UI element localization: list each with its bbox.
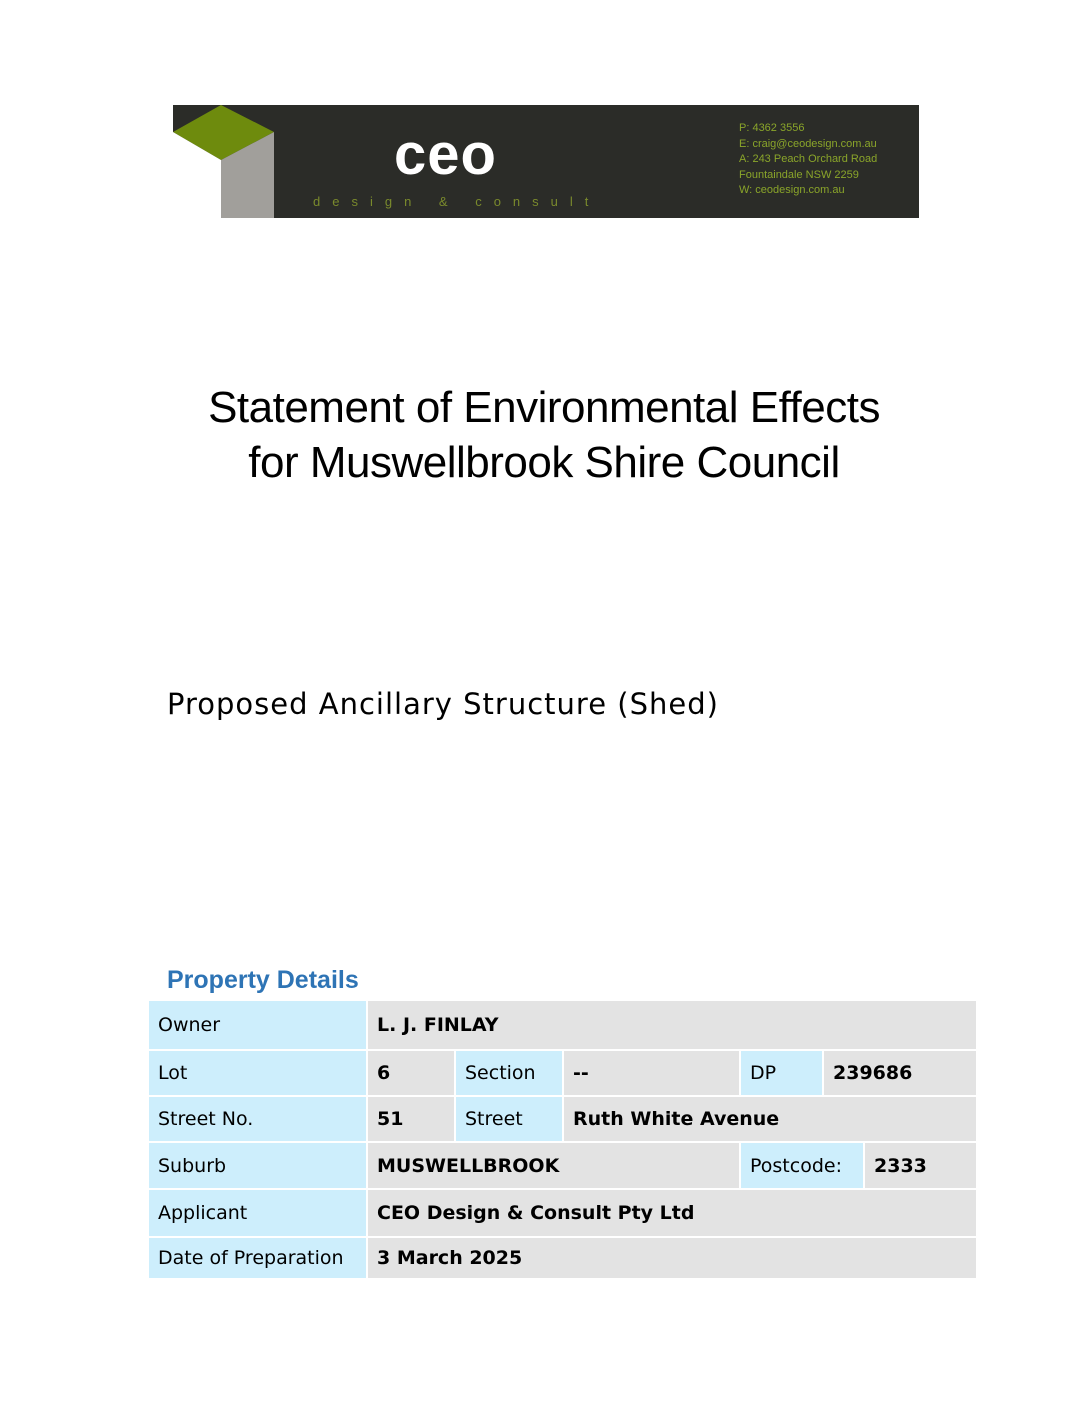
logo-tagline: design & consult: [313, 194, 601, 209]
property-details-heading: Property Details: [167, 966, 359, 994]
table-row-applicant: [149, 1190, 978, 1238]
logo-wordmark: ceo: [394, 122, 497, 187]
dp-label: DP: [741, 1051, 824, 1097]
contact-website: W: ceodesign.com.au: [739, 184, 845, 196]
table-row-lot: [149, 1051, 978, 1097]
contact-phone: P: 4362 3556: [739, 122, 805, 134]
contact-email: E: craig@ceodesign.com.au: [739, 137, 877, 150]
contact-block: [739, 121, 877, 199]
date-value: 3 March 2025: [368, 1238, 978, 1280]
property-details-table: [149, 1001, 978, 1280]
table-row-date: [149, 1238, 978, 1280]
owner-label: Owner: [149, 1001, 368, 1051]
lot-label: Lot: [149, 1051, 368, 1097]
street-value: Ruth White Avenue: [564, 1097, 978, 1143]
title-line-1: Statement of Environmental Effects: [208, 383, 880, 432]
applicant-value: CEO Design & Consult Pty Ltd: [368, 1190, 978, 1238]
date-label: Date of Preparation: [149, 1238, 368, 1280]
table-row-owner: [149, 1001, 978, 1051]
suburb-value: MUSWELLBROOK: [368, 1143, 741, 1190]
applicant-label: Applicant: [149, 1190, 368, 1238]
street-no-label: Street No.: [149, 1097, 368, 1143]
street-no-value: 51: [368, 1097, 456, 1143]
owner-value: L. J. FINLAY: [368, 1001, 978, 1051]
lot-value: 6: [368, 1051, 456, 1097]
contact-address: A: 243 Peach Orchard Road: [739, 153, 878, 165]
document-subtitle: Proposed Ancillary Structure (Shed): [167, 687, 719, 721]
document-title: [0, 380, 1088, 490]
dp-value: 239686: [824, 1051, 978, 1097]
table-row-suburb: [149, 1143, 978, 1190]
title-line-2: for Muswellbrook Shire Council: [248, 438, 840, 487]
contact-locality: Fountaindale NSW 2259: [739, 168, 859, 181]
table-row-street: [149, 1097, 978, 1143]
postcode-label: Postcode:: [741, 1143, 865, 1190]
suburb-label: Suburb: [149, 1143, 368, 1190]
postcode-value: 2333: [865, 1143, 978, 1190]
section-value: --: [564, 1051, 741, 1097]
section-label: Section: [456, 1051, 564, 1097]
street-label: Street: [456, 1097, 564, 1143]
ceo-cube-logo: [173, 105, 283, 218]
